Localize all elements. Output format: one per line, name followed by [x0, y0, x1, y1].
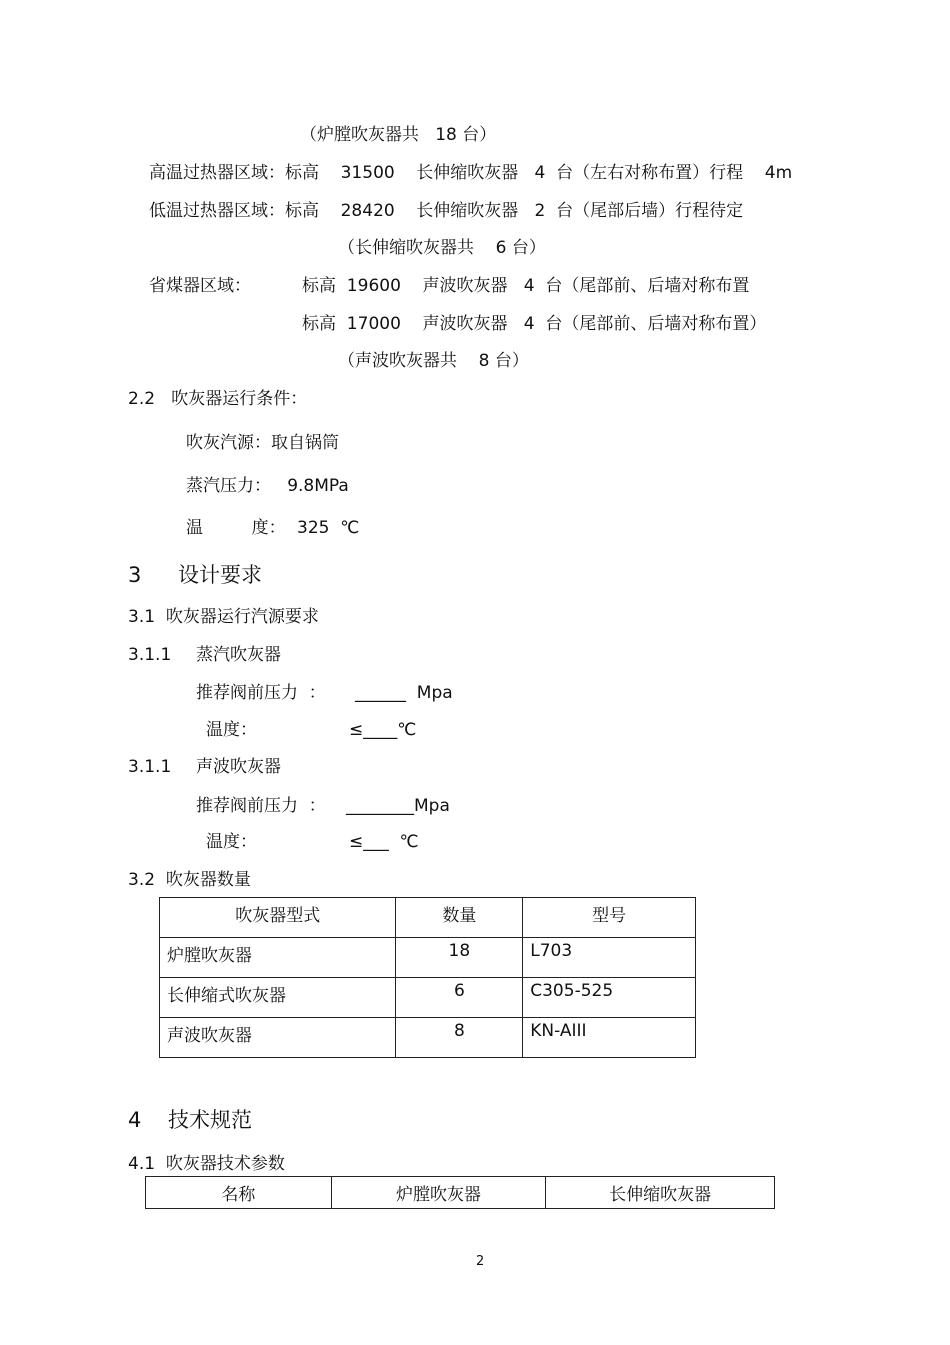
sonic-total-line: （声波吹灰器共 8 台）	[338, 351, 529, 371]
params-table	[145, 1176, 775, 1209]
table-cell: 声波吹灰器	[160, 1018, 396, 1058]
table-cell: 18	[396, 938, 523, 978]
lt-superheater-line: 低温过热器区域：标高 28420 长伸缩吹灰器 2 台（尾部后墙）行程待定	[149, 201, 744, 221]
sonic-pressure-label: 推荐阀前压力 ：	[196, 796, 326, 816]
section-3-2: 3.2 吹灰器数量	[128, 870, 251, 890]
table-header-cell: 炉膛吹灰器	[331, 1177, 546, 1209]
economizer-label: 省煤器区域：	[149, 276, 251, 296]
sonic-temp-label: 温度：	[206, 832, 257, 852]
steam-pressure-value: ______ Mpa	[355, 683, 453, 703]
table-row	[160, 938, 696, 978]
section-3-number: 3	[128, 563, 142, 587]
section-4-1: 4.1 吹灰器技术参数	[128, 1154, 285, 1174]
economizer-line-2: 标高 17000 声波吹灰器 4 台（尾部前、后墙对称布置）	[302, 314, 767, 334]
long-total-line: （长伸缩吹灰器共 6 台）	[338, 238, 546, 258]
table-header-cell: 吹灰器型式	[160, 898, 396, 938]
furnace-total-line: （炉膛吹灰器共 18 台）	[300, 125, 497, 145]
table-row	[160, 1018, 696, 1058]
temperature-label: 温 度：	[186, 518, 286, 538]
section-3-1: 3.1 吹灰器运行汽源要求	[128, 607, 319, 627]
table-header-row	[146, 1177, 775, 1209]
steam-pressure-label: 推荐阀前压力 ：	[196, 683, 326, 703]
table-row	[160, 978, 696, 1018]
table-header-row	[160, 898, 696, 938]
steam-pressure: 蒸汽压力： 9.8MPa	[186, 476, 349, 496]
table-cell: 炉膛吹灰器	[160, 938, 396, 978]
section-3-heading: 设计要求	[178, 563, 262, 587]
sonic-pressure-value: ________Mpa	[346, 796, 450, 816]
section-3-1-1a-number: 3.1.1	[128, 645, 172, 665]
table-header-cell: 名称	[146, 1177, 332, 1209]
steam-temp-label: 温度：	[206, 720, 257, 740]
table-cell: KN-AIII	[523, 1018, 696, 1058]
section-3-1-1b-number: 3.1.1	[128, 757, 172, 777]
temperature-value: 325 ℃	[297, 518, 360, 538]
economizer-line-1: 标高 19600 声波吹灰器 4 台（尾部前、后墙对称布置	[302, 276, 750, 296]
page-number: 2	[476, 1254, 485, 1269]
table-cell: C305-525	[523, 978, 696, 1018]
section-4-number: 4	[128, 1108, 142, 1132]
section-4-heading: 技术规范	[168, 1108, 252, 1132]
table-header-cell: 长伸缩吹灰器	[546, 1177, 775, 1209]
table-cell: 8	[396, 1018, 523, 1058]
sonic-temp-value: ≤___ ℃	[349, 832, 419, 852]
section-2-2-title: 2.2 吹灰器运行条件：	[128, 389, 308, 409]
table-cell: L703	[523, 938, 696, 978]
ht-superheater-line: 高温过热器区域：标高 31500 长伸缩吹灰器 4 台（左右对称布置）行程 4m	[149, 163, 793, 183]
table-cell: 长伸缩式吹灰器	[160, 978, 396, 1018]
section-3-1-1a-title: 蒸汽吹灰器	[196, 645, 281, 665]
steam-source: 吹灰汽源：取自锅筒	[186, 433, 339, 453]
steam-temp-value: ≤____℃	[349, 720, 417, 740]
table-cell: 6	[396, 978, 523, 1018]
quantity-table	[159, 897, 696, 1058]
section-3-1-1b-title: 声波吹灰器	[196, 757, 281, 777]
table-header-cell: 型号	[523, 898, 696, 938]
table-header-cell: 数量	[396, 898, 523, 938]
